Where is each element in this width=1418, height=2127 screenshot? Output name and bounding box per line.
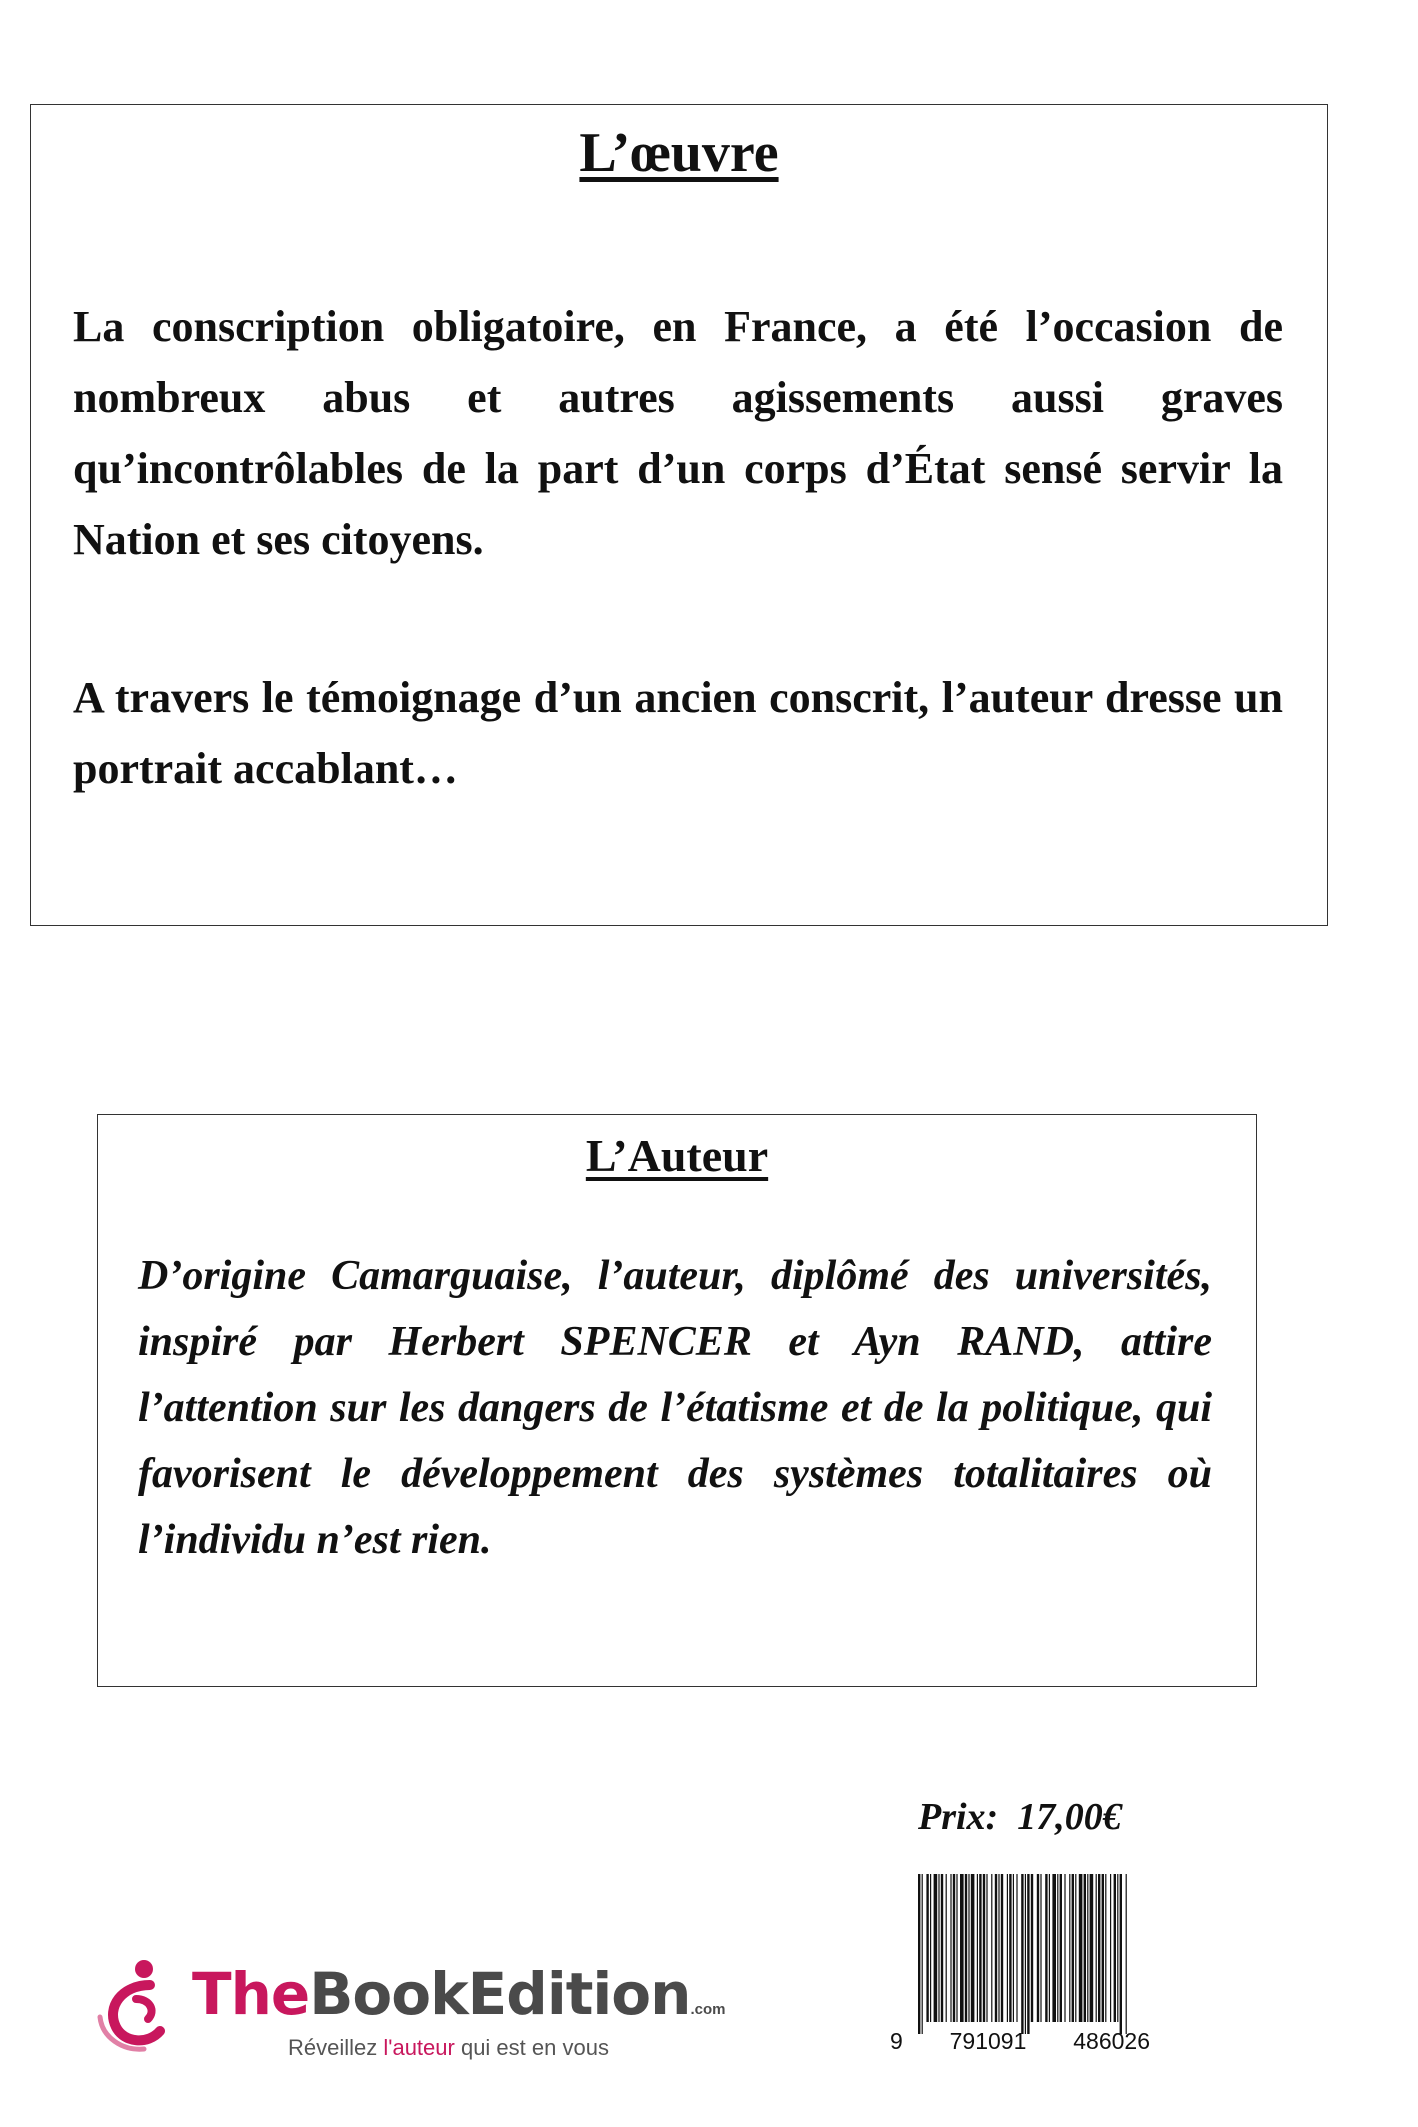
barcode-bar — [1007, 1874, 1008, 2022]
publisher-logo — [92, 1957, 726, 2067]
auteur-paragraph: D’origine Camarguaise, l’auteur, diplômé des universités, inspiré par Herbert SPENCER et Ayn RAND, attire l’attention sur les dangers de l’étatisme et de la politique, qui favorisent le développement des systèmes totalitaires où l’individu n’est rien. — [138, 1253, 1212, 1563]
barcode-bar — [1090, 1874, 1094, 2022]
barcode-bar — [1031, 1874, 1033, 2022]
barcode-bar — [1045, 1874, 1047, 2022]
barcode-bar — [1084, 1874, 1086, 2022]
person-swirl-icon — [92, 1957, 188, 2053]
publisher-name — [192, 1960, 726, 2028]
barcode-bar — [1072, 1874, 1074, 2022]
barcode-bar — [953, 1874, 955, 2022]
barcode-bar — [986, 1874, 987, 2022]
barcode-bar — [1110, 1874, 1111, 2022]
barcode-bar — [1060, 1874, 1062, 2022]
oeuvre-paragraph-2: A travers le témoignage d’un ancien conscrit, l’auteur dresse un portrait accablant… — [73, 673, 1283, 793]
auteur-title: L’Auteur — [585, 1130, 769, 1181]
price-value: 17,00€ — [1017, 1796, 1122, 1838]
barcode-bar — [918, 1874, 920, 2034]
barcode-bar — [983, 1874, 985, 2022]
barcode-bar — [1096, 1874, 1097, 2022]
barcode-bar — [977, 1874, 978, 2022]
barcode-bar — [1079, 1874, 1083, 2022]
barcode-bar — [1057, 1874, 1058, 2022]
barcode-digit-lead: 9 — [890, 2027, 903, 2054]
barcode-bars — [918, 1874, 1128, 2034]
barcode-bar — [1037, 1874, 1039, 2022]
auteur-section — [97, 1114, 1257, 1687]
barcode-bar — [1114, 1874, 1116, 2022]
barcode-bar — [1027, 1874, 1029, 2034]
barcode-bar — [950, 1874, 951, 2022]
barcode-digits-left: 791091 — [949, 2027, 1027, 2054]
barcode-digits-right: 486026 — [1073, 2027, 1150, 2054]
barcode-bar — [1001, 1874, 1003, 2022]
publisher-suffix: .com — [690, 2001, 726, 2018]
barcode-bar — [991, 1874, 992, 2022]
barcode-bar — [998, 1874, 999, 2022]
barcode-bar — [934, 1874, 938, 2022]
barcode-bar — [1098, 1874, 1100, 2022]
oeuvre-section — [30, 104, 1328, 926]
barcode-digits — [890, 2026, 1150, 2056]
barcode-bar — [1040, 1874, 1041, 2022]
tagline-pre: Réveillez — [288, 2035, 384, 2060]
barcode-bar — [968, 1874, 969, 2022]
barcode-bar — [1049, 1874, 1050, 2022]
barcode-bar — [1069, 1874, 1070, 2022]
barcode-bar — [965, 1874, 967, 2022]
oeuvre-title: L’œuvre — [579, 122, 779, 184]
barcode-bar — [1009, 1874, 1011, 2022]
publisher-name-rest: BookEdition — [309, 1960, 691, 2028]
barcode-bar — [960, 1874, 964, 2022]
barcode-bar — [1064, 1874, 1065, 2022]
barcode-bar — [971, 1874, 975, 2022]
barcode-bar — [922, 1874, 923, 2034]
price-tag — [918, 1795, 1122, 1839]
barcode-bar — [1021, 1874, 1023, 2034]
barcode-bar — [1013, 1874, 1014, 2022]
price-label: Prix: — [918, 1796, 999, 1838]
barcode-bar — [941, 1874, 943, 2022]
isbn-barcode — [880, 1860, 1164, 2062]
barcode-bar — [946, 1874, 947, 2022]
oeuvre-paragraph-1: La conscription obligatoire, en France, a été l’occasion de nombreux abus et autres agissements aussi graves qu’incontrôlables de la part d’un corps d’État sensé servir la Nation et ses citoyens. — [73, 302, 1283, 564]
tagline-highlight: l'auteur — [383, 2035, 455, 2060]
barcode-bar — [1016, 1874, 1017, 2022]
barcode-bar — [1025, 1874, 1026, 2034]
barcode-bar — [1102, 1874, 1104, 2022]
barcode-bar — [1052, 1874, 1056, 2022]
barcode-bar — [1126, 1874, 1127, 2034]
barcode-bar — [1120, 1874, 1122, 2034]
barcode-bar — [1087, 1874, 1088, 2022]
publisher-name-the: The — [192, 1960, 310, 2028]
barcode-bar — [938, 1874, 939, 2022]
publisher-tagline — [288, 2035, 609, 2061]
barcode-bar — [926, 1874, 928, 2022]
barcode-bar — [956, 1874, 957, 2022]
barcode-bar — [1117, 1874, 1118, 2022]
barcode-bar — [995, 1874, 997, 2022]
barcode-bar — [1105, 1874, 1106, 2022]
barcode-bar — [1075, 1874, 1076, 2022]
barcode-bar — [979, 1874, 981, 2022]
tagline-post: qui est en vous — [454, 2035, 609, 2060]
barcode-bar — [930, 1874, 931, 2022]
